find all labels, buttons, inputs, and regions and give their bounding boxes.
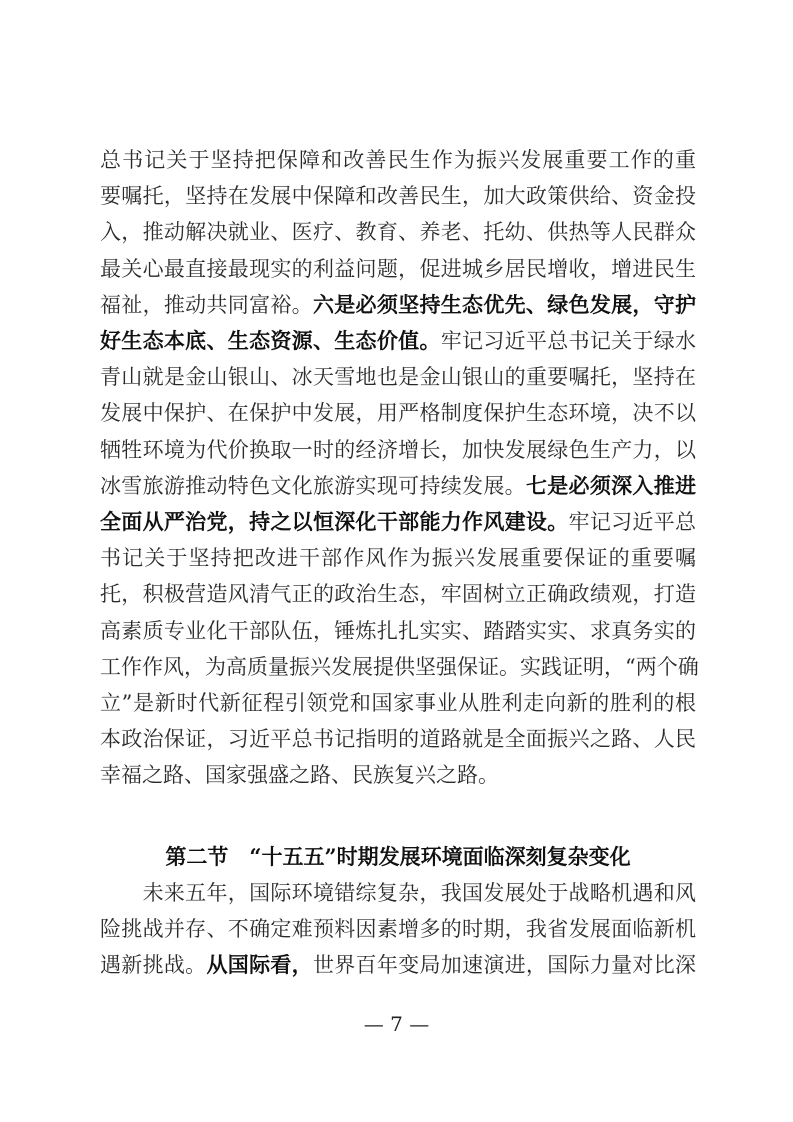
text-segment: 高素质专业化干部队伍，锤炼扎扎实实、踏踏实实、求真务实的 — [100, 618, 696, 643]
text-segment: 本政治保证，习近平总书记指明的道路就是全面振兴之路、人民 — [100, 727, 696, 752]
text-line — [100, 757, 696, 793]
bold-text: 好生态本底、生态资源、生态价值。 — [100, 328, 441, 353]
text-line — [100, 947, 696, 983]
text-segment: 牺牲环境为代价换取一时的经济增长，加快发展绿色生产力，以 — [100, 437, 696, 462]
text-segment: 托，积极营造风清气正的政治生态，牢固树立正确政绩观，打造 — [100, 582, 696, 607]
text-segment: 总书记关于坚持把保障和改善民生作为振兴发展重要工作的重 — [100, 148, 696, 172]
bold-text: 六是必须坚持生态优先、绿色发展，守护 — [312, 291, 697, 317]
text-segment: 立”是新时代新征程引领党和国家事业从胜利走向新的胜利的根 — [100, 691, 696, 715]
text-line — [100, 721, 696, 757]
text-segment: 冰雪旅游推动特色文化旅游实现可持续发展。 — [100, 473, 526, 498]
text-segment: 青山就是金山银山、冰天雪地也是金山银山的重要嘱托，坚持在 — [100, 365, 696, 390]
text-line — [100, 468, 696, 504]
text-segment: 工作作风，为高质量振兴发展提供坚强保证。实践证明，“两个确 — [100, 654, 699, 679]
text-segment: 入，推动解决就业、医疗、教育、养老、托幼、供热等人民群众 — [100, 220, 696, 245]
text-line — [100, 685, 696, 721]
page-number: — 7 — — [363, 1012, 430, 1036]
text-line — [100, 911, 696, 947]
text-line — [100, 395, 696, 431]
text-segment: 世界百年变局加速演进，国际力量对比深 — [312, 953, 697, 978]
text-line — [100, 142, 696, 178]
text-line — [100, 323, 696, 359]
text-segment: 书记关于坚持把改进干部作风作为振兴发展重要保证的重要嘱 — [100, 546, 696, 571]
text-line — [100, 540, 696, 576]
bold-text: 全面从严治党，持之以恒深化干部能力作风建设。 — [100, 509, 569, 534]
text-segment: 最关心最直接最现实的利益问题，促进城乡居民增收，增进民生 — [100, 256, 696, 281]
text-line — [100, 251, 696, 287]
text-line — [100, 875, 696, 911]
section-heading: 第二节 “十五五”时期发展环境面临深刻复杂变化 — [165, 844, 631, 869]
text-segment: 幸福之路、国家强盛之路、民族复兴之路。 — [100, 763, 499, 788]
text-line — [100, 287, 696, 323]
text-segment: 要嘱托，坚持在发展中保障和改善民生，加大政策供给、资金投 — [100, 184, 696, 209]
text-segment: 牢记习近平总书记关于绿水 — [440, 329, 697, 353]
text-segment: 发展中保护、在保护中发展，用严格制度保护生态环境，决不以 — [100, 401, 696, 426]
text-segment: 未来五年，国际环境错综复杂，我国发展处于战略机遇和风 — [100, 881, 696, 905]
text-line — [100, 359, 696, 395]
bold-text: 七是必须深入推进 — [525, 472, 697, 498]
text-segment: 福祉，推动共同富裕。 — [100, 292, 313, 317]
text-line — [100, 576, 696, 612]
text-segment: 遇新挑战。 — [100, 953, 207, 978]
bold-text: 从国际看， — [206, 952, 313, 978]
text-line — [100, 649, 699, 685]
text-line — [100, 178, 696, 214]
text-segment: 险挑战并存、不确定难预料因素增多的时期，我省发展面临新机 — [100, 917, 696, 942]
text-line — [100, 214, 696, 250]
text-line — [100, 504, 696, 540]
text-segment: 牢记习近平总 — [568, 510, 697, 534]
text-line — [100, 613, 696, 649]
text-line — [100, 432, 696, 468]
